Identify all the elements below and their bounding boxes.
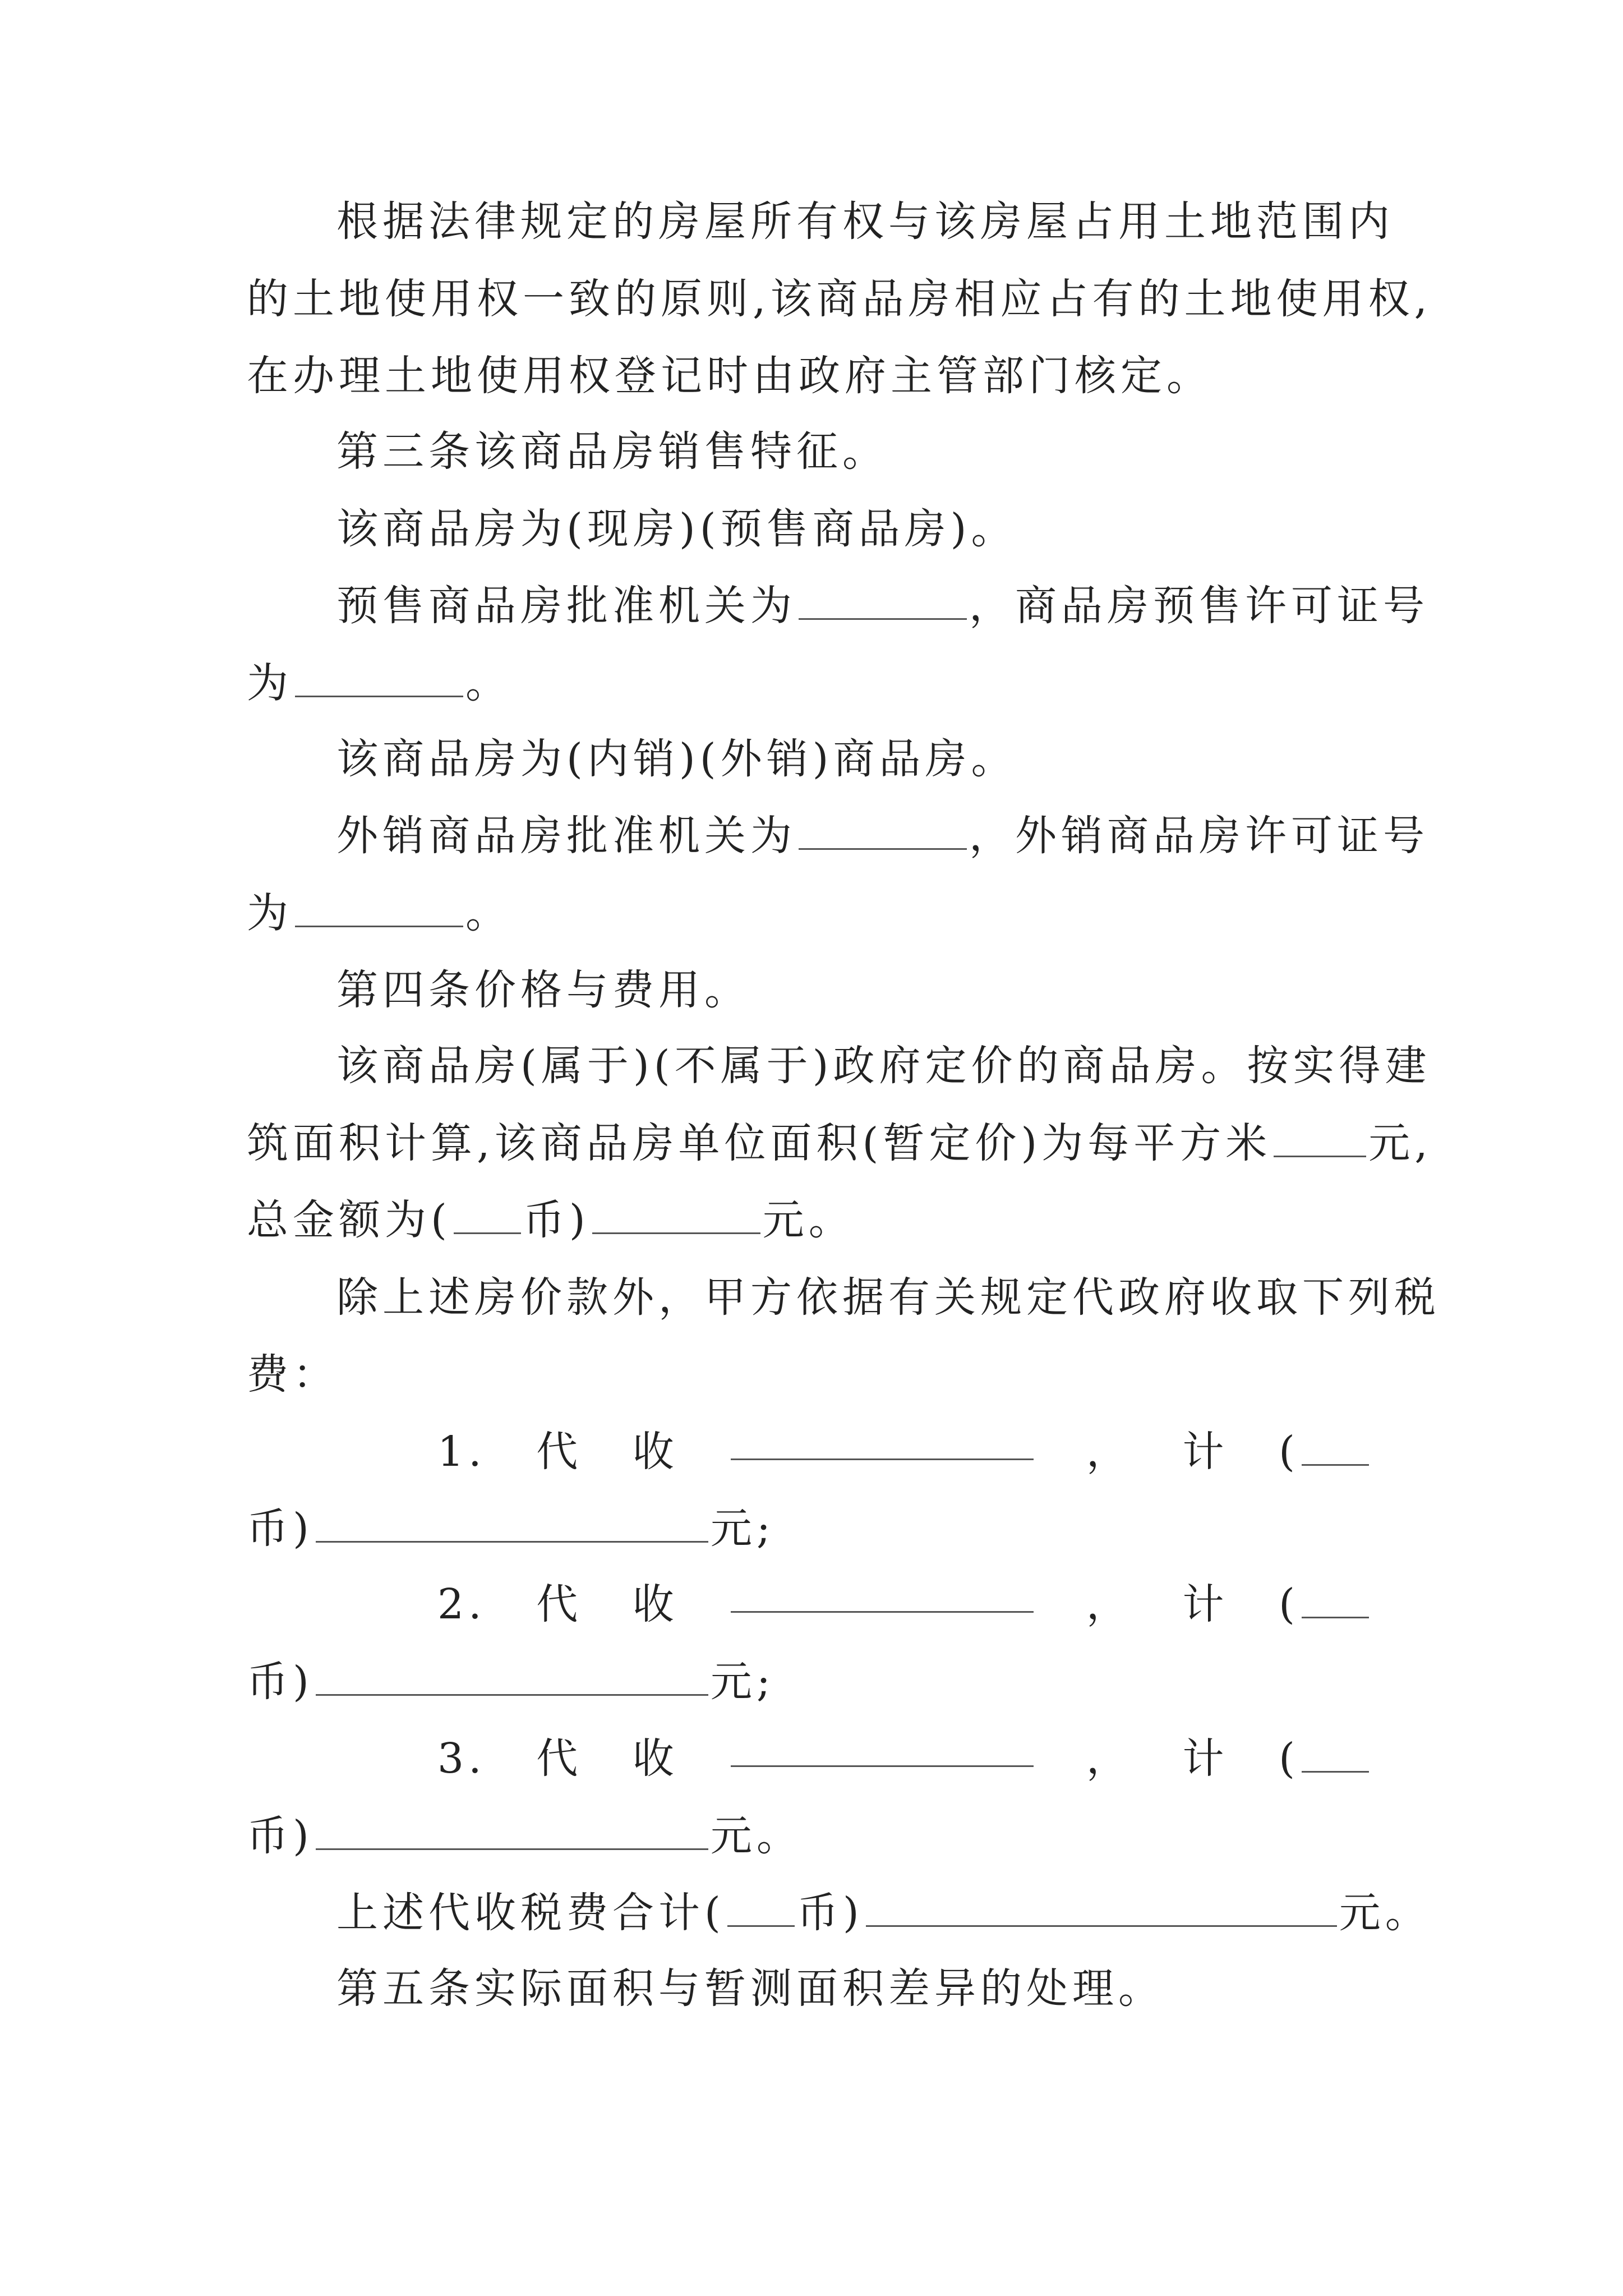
text-fragment: 币) [247,1504,313,1553]
text-fragment: 计 [1182,1580,1229,1628]
presale-license-line [247,655,511,711]
text-fragment: 收 [632,1734,679,1783]
tax-item-1 [247,1424,1371,1480]
article-4-title: 第四条价格与费用。 [336,966,750,1014]
currency-blank[interactable] [1302,1582,1369,1618]
tax-amount-blank[interactable] [316,1814,708,1850]
presale-license-blank[interactable] [295,661,463,697]
tax-total-line [336,1885,1431,1941]
paragraph-line: 的土地使用权一致的原则,该商品房相应占有的土地使用权, [247,275,1432,323]
tax-item-number: 3. [437,1734,486,1783]
presale-authority-blank[interactable] [799,583,967,620]
currency-blank[interactable] [727,1890,795,1927]
export-authority-label: 外销商品房批准机关为 [336,812,796,860]
text-fragment: 代 [536,1428,583,1476]
text-fragment: ， [1086,1734,1132,1783]
text-fragment: 为 [247,659,293,707]
currency-blank[interactable] [454,1198,521,1234]
presale-license-label: ，商品房预售许可证号 [969,582,1429,630]
text-fragment: 收 [632,1428,679,1476]
text-fragment: 币) [523,1196,590,1244]
tax-item-2-amount [247,1654,775,1710]
paragraph-line: 根据法律规定的房屋所有权与该房屋占用土地范围内 [336,197,1394,246]
export-authority-blank[interactable] [799,813,967,850]
text-fragment: ( [1279,1734,1299,1783]
tax-item-3-amount [247,1808,803,1864]
paragraph-line: 该商品房(属于)(不属于)政府定价的商品房。按实得建 [336,1042,1431,1090]
text-fragment: 计 [1182,1428,1229,1476]
presale-authority-line [336,578,1429,634]
paragraph-line: 除上述房价款外，甲方依据有关规定代政府收取下列税 [336,1273,1440,1322]
text-fragment: 。 [465,889,511,937]
tax-item-name-blank[interactable] [731,1576,1034,1613]
text-fragment: 总金额为( [247,1196,451,1244]
tax-item-3 [247,1731,1371,1787]
tax-amount-blank[interactable] [316,1659,708,1696]
tax-item-number: 1. [437,1428,486,1476]
tax-item-2 [247,1576,1371,1632]
tax-item-name-blank[interactable] [731,1731,1034,1767]
tax-item-1-amount [247,1501,775,1557]
tax-amount-blank[interactable] [316,1506,708,1543]
paragraph-line: 在办理土地使用权登记时由政府主管部门核定。 [247,352,1212,400]
text-fragment: 代 [536,1580,583,1628]
text-fragment: ( [1279,1428,1299,1476]
text-fragment: 元。 [762,1196,855,1244]
paragraph-line: 费： [247,1350,339,1398]
article-3-title: 第三条该商品房销售特征。 [336,427,888,476]
tax-total-blank[interactable] [866,1890,1337,1927]
currency-blank[interactable] [1302,1736,1369,1773]
export-license-label: ，外销商品房许可证号 [969,812,1429,860]
export-authority-line [336,808,1429,864]
tax-item-name-blank[interactable] [731,1424,1034,1460]
total-amount-blank[interactable] [592,1198,760,1234]
total-amount-line [247,1192,855,1248]
paragraph-line: 该商品房为(内销)(外销)商品房。 [336,735,1017,783]
text-fragment: 元; [710,1504,775,1553]
paragraph-line: 该商品房为(现房)(预售商品房)。 [336,505,1017,553]
text-fragment: 元; [710,1658,775,1706]
text-fragment: 计 [1182,1734,1229,1783]
unit-price-blank[interactable] [1274,1121,1366,1157]
text-fragment: 元。 [1339,1889,1431,1937]
unit-price-line [247,1115,1432,1171]
text-fragment: 。 [465,659,511,707]
export-license-line [247,885,511,941]
text-fragment: 为 [247,889,293,937]
text-fragment: 收 [632,1580,679,1628]
export-license-blank[interactable] [295,891,463,927]
currency-blank[interactable] [1302,1429,1369,1466]
text-fragment: ( [1279,1580,1299,1628]
text-fragment: 筑面积计算,该商品房单位面积(暂定价)为每平方米 [247,1119,1272,1167]
text-fragment: 元。 [710,1812,803,1860]
text-fragment: ， [1086,1580,1132,1628]
text-fragment: 币) [247,1812,313,1860]
text-fragment: 元, [1368,1119,1432,1167]
text-fragment: 代 [536,1734,583,1783]
presale-authority-label: 预售商品房批准机关为 [336,582,796,630]
tax-item-number: 2. [437,1580,486,1628]
text-fragment: 币) [247,1658,313,1706]
text-fragment: ， [1086,1428,1132,1476]
text-fragment: 币) [796,1889,864,1937]
text-fragment: 上述代收税费合计( [336,1889,725,1937]
article-5-title: 第五条实际面积与暂测面积差异的处理。 [336,1964,1164,2013]
